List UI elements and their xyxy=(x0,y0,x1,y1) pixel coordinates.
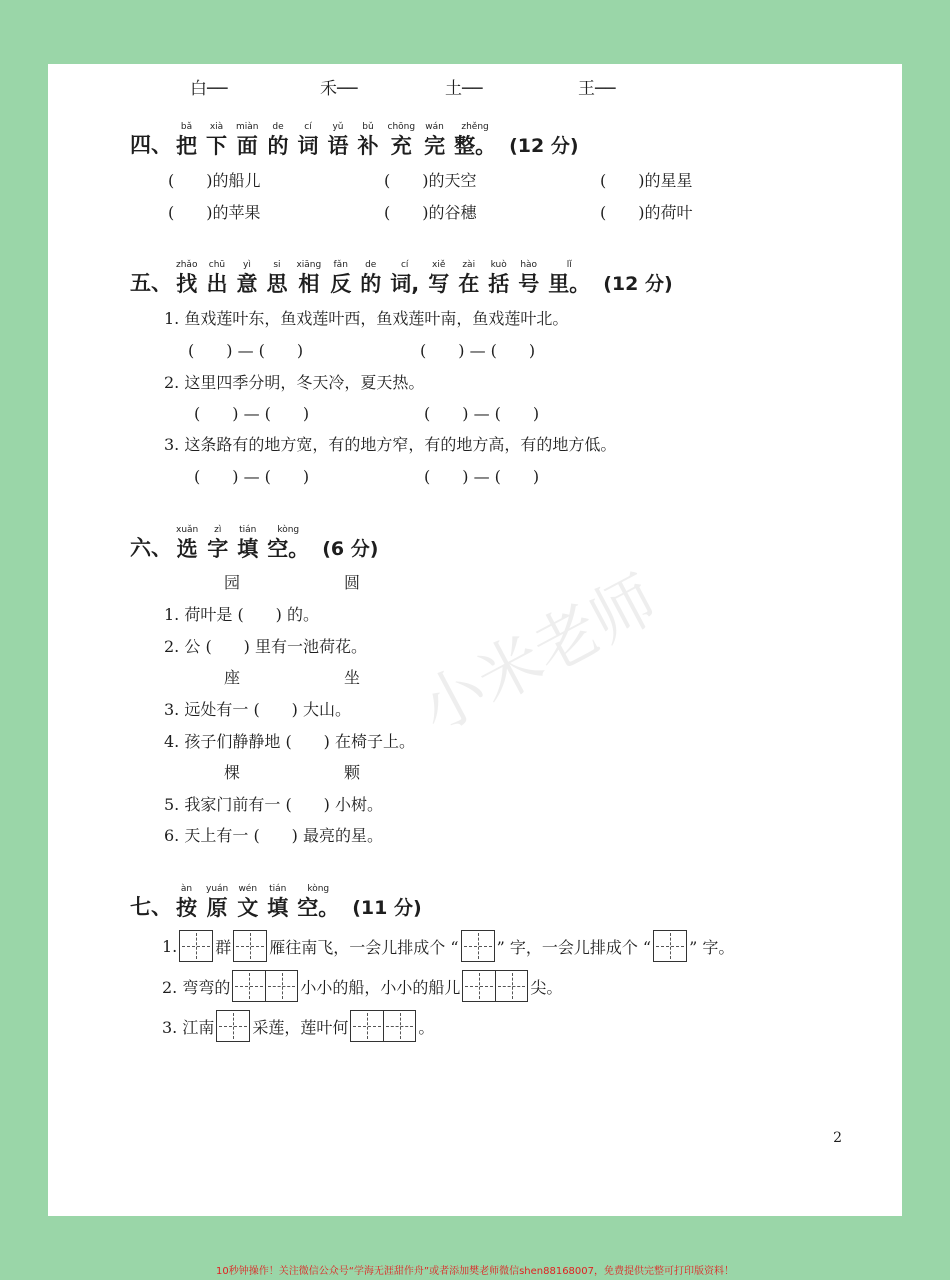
heading-char xyxy=(206,260,227,297)
line-text: 群 xyxy=(215,937,232,957)
heading-char xyxy=(176,260,197,297)
pinyin: kòng xyxy=(277,525,300,535)
hanzi: 括 xyxy=(488,272,510,296)
heading-char xyxy=(330,260,351,297)
worksheet-page xyxy=(48,64,902,1216)
line-text: 。 xyxy=(418,1017,435,1037)
line-text: 1. xyxy=(162,936,178,956)
fill-line-1 xyxy=(162,930,734,962)
fill-phrase: ( )的天空 xyxy=(384,171,477,190)
fill-phrase: ( )的船儿 xyxy=(168,171,261,190)
option-char: 园 xyxy=(224,573,241,592)
footer-notice: 10秒钟操作！关注微信公众号“学海无涯甜作舟”或者添加樊老师微信shen88168007，免费提供完整可打印版资料！ xyxy=(215,1266,735,1277)
fill-line-2 xyxy=(162,970,562,1002)
pinyin: tián xyxy=(269,884,287,894)
fill-phrase: ( )的荷叶 xyxy=(600,203,693,222)
pinyin: si xyxy=(273,260,281,270)
answer-pair: ( ) — ( ) xyxy=(424,467,540,486)
pinyin: wán xyxy=(425,122,444,132)
answer-pair: ( ) — ( ) xyxy=(194,467,310,486)
grid-cell xyxy=(217,1011,249,1041)
hanzi: 相 xyxy=(298,272,320,296)
heading-char xyxy=(176,884,197,921)
section-6-heading xyxy=(130,525,378,562)
pinyin: yǔ xyxy=(332,122,344,132)
pinyin: zì xyxy=(214,525,222,535)
hanzi: 空。 xyxy=(267,537,310,561)
heading-char xyxy=(268,122,289,159)
fill-phrase: ( )的星星 xyxy=(600,171,693,190)
heading-char xyxy=(488,260,509,297)
heading-char xyxy=(358,122,379,159)
pinyin: zhǎo xyxy=(176,260,198,270)
tian-grid-box[interactable] xyxy=(350,1010,416,1042)
pinyin: àn xyxy=(180,884,193,894)
pinyin: xià xyxy=(209,122,224,132)
heading-char xyxy=(548,260,590,297)
question-2: 2. 这里四季分明，冬天冷，夏天热。 xyxy=(164,373,425,392)
line-text: 3. 江南 xyxy=(162,1017,215,1037)
pinyin: de xyxy=(365,260,377,270)
heading-char xyxy=(454,122,496,159)
option-char: 圆 xyxy=(344,573,361,592)
top-item-2: 禾── xyxy=(320,79,358,99)
heading-char xyxy=(236,260,257,297)
heading-char xyxy=(207,525,228,562)
question-2: 2. 公 ( ) 里有一池荷花。 xyxy=(164,637,368,656)
hanzi: 的 xyxy=(360,272,382,296)
tian-grid-box[interactable] xyxy=(653,930,687,962)
heading-char xyxy=(390,260,419,297)
tian-grid-box[interactable] xyxy=(216,1010,250,1042)
heading-char xyxy=(388,122,416,159)
heading-char xyxy=(428,260,449,297)
section-number: 四、 xyxy=(130,133,172,157)
answer-pair: ( ) — ( ) xyxy=(194,404,310,423)
hanzi: 把 xyxy=(176,134,197,158)
pinyin: cí xyxy=(400,260,409,270)
page-number: 2 xyxy=(833,1130,842,1146)
hanzi: 出 xyxy=(206,272,228,296)
pinyin: xiāng xyxy=(296,260,322,270)
tian-grid-box[interactable] xyxy=(462,970,528,1002)
hanzi: 字 xyxy=(207,537,229,561)
heading-char xyxy=(236,122,259,159)
pinyin: miàn xyxy=(236,122,259,132)
pinyin: bǎ xyxy=(180,122,193,132)
pinyin: bǔ xyxy=(362,122,374,132)
hanzi: 空。 xyxy=(297,896,340,920)
heading-char xyxy=(237,525,258,562)
pinyin: wén xyxy=(238,884,258,894)
question-6: 6. 天上有一 ( ) 最亮的星。 xyxy=(164,826,384,845)
pinyin: chū xyxy=(208,260,226,270)
pinyin: lǐ xyxy=(566,260,572,270)
hanzi: 思 xyxy=(266,272,288,296)
line-text: 2. 弯弯的 xyxy=(162,977,231,997)
grid-cell xyxy=(180,931,212,961)
question-4: 4. 孩子们静静地 ( ) 在椅子上。 xyxy=(164,732,416,751)
question-1: 1. 鱼戏莲叶东，鱼戏莲叶西，鱼戏莲叶南，鱼戏莲叶北。 xyxy=(164,309,569,328)
pinyin: zhěng xyxy=(461,122,489,132)
pinyin: chōng xyxy=(387,122,416,132)
hanzi: 面 xyxy=(236,134,258,158)
tian-grid-box[interactable] xyxy=(233,930,267,962)
pinyin: xiě xyxy=(432,260,446,270)
section-number: 五、 xyxy=(130,271,172,295)
hanzi: 的 xyxy=(267,134,289,158)
heading-char xyxy=(237,884,258,921)
pinyin: xuǎn xyxy=(176,525,199,535)
grid-cell xyxy=(351,1011,383,1041)
grid-cell xyxy=(265,971,297,1001)
heading-char xyxy=(206,122,227,159)
top-item-3: 土── xyxy=(445,79,483,99)
grid-cell xyxy=(654,931,686,961)
section-number: 七、 xyxy=(130,895,172,919)
hanzi: 反 xyxy=(330,272,352,296)
hanzi: 按 xyxy=(176,896,197,920)
line-text: 雁往南飞，一会儿排成个 “ xyxy=(269,937,459,957)
option-char: 坐 xyxy=(344,668,361,687)
pinyin: kuò xyxy=(490,260,507,270)
grid-cell xyxy=(462,931,494,961)
heading-char xyxy=(267,525,309,562)
grid-cell xyxy=(383,1011,415,1041)
heading-char xyxy=(424,122,445,159)
section-score: (11 分) xyxy=(352,897,422,919)
grid-cell xyxy=(463,971,495,1001)
hanzi: 下 xyxy=(206,134,227,158)
hanzi: 整。 xyxy=(454,134,497,158)
grid-cell xyxy=(234,931,266,961)
hanzi: 填 xyxy=(267,896,289,920)
answer-pair: ( ) — ( ) xyxy=(420,341,536,360)
pinyin: cí xyxy=(304,122,312,132)
hanzi: 选 xyxy=(176,537,198,561)
section-score: (6 分) xyxy=(322,538,379,560)
top-item-4: 王── xyxy=(578,79,616,99)
question-1: 1. 荷叶是 ( ) 的。 xyxy=(164,605,320,624)
tian-grid-box[interactable] xyxy=(461,930,495,962)
heading-char xyxy=(518,260,539,297)
pinyin: hào xyxy=(520,260,538,270)
hanzi: 语 xyxy=(327,134,349,158)
hanzi: 充 xyxy=(390,134,412,158)
fill-phrase: ( )的谷穗 xyxy=(384,203,477,222)
pinyin: de xyxy=(272,122,284,132)
line-text: 尖。 xyxy=(530,977,563,997)
heading-char xyxy=(458,260,479,297)
section-number: 六、 xyxy=(130,536,172,560)
hanzi: 文 xyxy=(237,896,259,920)
line-text: ” 字，一会儿排成个 “ xyxy=(496,937,652,957)
answer-pair: ( ) — ( ) xyxy=(188,341,304,360)
hanzi: 里。 xyxy=(548,272,591,296)
section-score: (12 分) xyxy=(509,135,579,157)
hanzi: 号 xyxy=(518,272,540,296)
question-3: 3. 这条路有的地方宽，有的地方窄，有的地方高，有的地方低。 xyxy=(164,435,617,454)
line-text: ” 字。 xyxy=(689,937,735,957)
grid-cell xyxy=(233,971,265,1001)
pinyin: zài xyxy=(462,260,476,270)
pinyin: kòng xyxy=(307,884,330,894)
heading-char xyxy=(176,525,198,562)
fill-line-3 xyxy=(162,1010,434,1042)
heading-char xyxy=(297,884,339,921)
section-5-heading xyxy=(130,260,673,297)
hanzi: 在 xyxy=(458,272,480,296)
section-7-heading xyxy=(130,884,422,921)
hanzi: 意 xyxy=(236,272,258,296)
answer-pair: ( ) — ( ) xyxy=(424,404,540,423)
pinyin: yì xyxy=(243,260,251,270)
option-char: 座 xyxy=(224,668,241,687)
pinyin: tián xyxy=(239,525,257,535)
pinyin: fǎn xyxy=(333,260,348,270)
heading-char xyxy=(176,122,197,159)
heading-char xyxy=(267,884,288,921)
hanzi: 词 xyxy=(297,134,319,158)
pinyin: yuán xyxy=(206,884,229,894)
option-char: 颗 xyxy=(344,763,361,782)
line-text: 小小的船，小小的船儿 xyxy=(300,977,461,997)
heading-char xyxy=(360,260,381,297)
question-3: 3. 远处有一 ( ) 大山。 xyxy=(164,700,352,719)
fill-phrase: ( )的苹果 xyxy=(168,203,261,222)
option-char: 棵 xyxy=(224,763,241,782)
hanzi: 补 xyxy=(357,134,379,158)
hanzi: 填 xyxy=(237,537,259,561)
grid-cell xyxy=(495,971,527,1001)
watermark: 小米老师 xyxy=(408,562,670,749)
section-score: (12 分) xyxy=(603,273,673,295)
tian-grid-box[interactable] xyxy=(179,930,213,962)
heading-char xyxy=(206,884,228,921)
top-item-1: 白── xyxy=(190,79,228,99)
section-4-heading xyxy=(130,122,579,159)
hanzi: 写 xyxy=(428,272,450,296)
question-5: 5. 我家门前有一 ( ) 小树。 xyxy=(164,795,384,814)
hanzi: 词, xyxy=(390,272,420,296)
tian-grid-box[interactable] xyxy=(232,970,298,1002)
heading-char xyxy=(298,122,319,159)
line-text: 采莲，莲叶何 xyxy=(252,1017,349,1037)
heading-char xyxy=(328,122,349,159)
hanzi: 找 xyxy=(176,272,198,296)
heading-char xyxy=(296,260,321,297)
hanzi: 完 xyxy=(424,134,446,158)
heading-char xyxy=(266,260,287,297)
hanzi: 原 xyxy=(206,896,228,920)
